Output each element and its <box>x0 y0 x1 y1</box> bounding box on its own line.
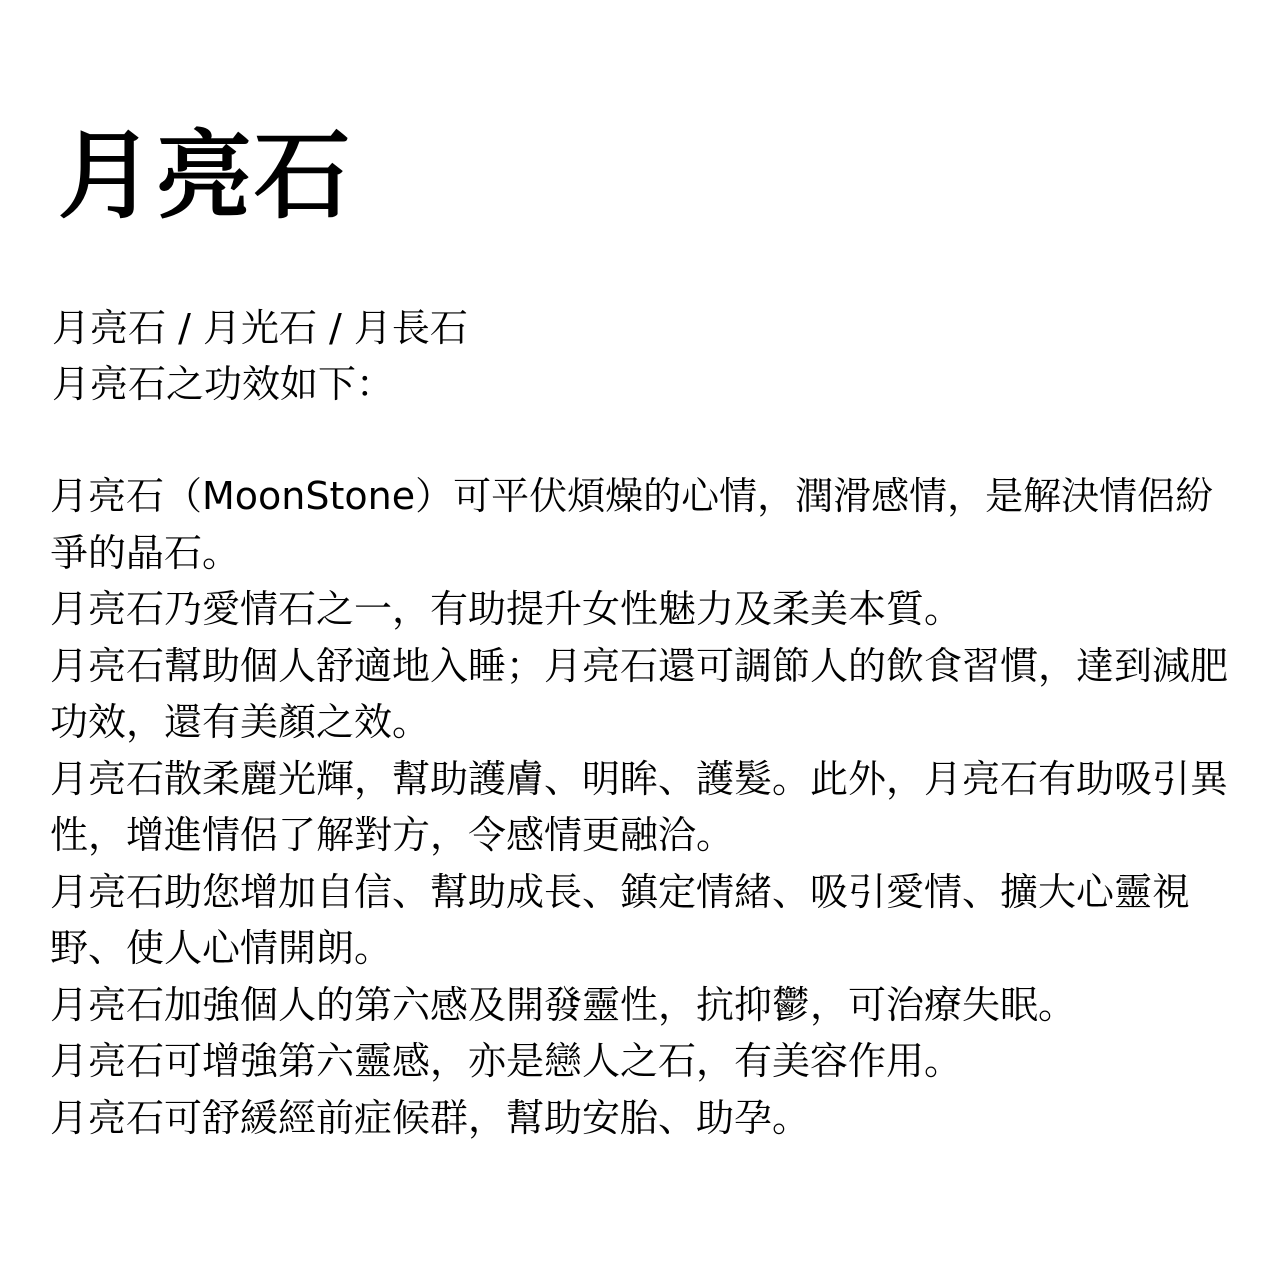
paragraph: 月亮石可增強第六靈感，亦是戀人之石，有美容作用。 <box>50 1039 963 1083</box>
alternate-names-line: 月亮石 / 月光石 / 月長石 <box>52 306 468 350</box>
page-title: 月亮石 <box>58 120 352 232</box>
effects-heading: 月亮石之功效如下： <box>52 362 395 406</box>
intro-block <box>52 300 468 412</box>
paragraph: 月亮石可舒緩經前症候群，幫助安胎、助孕。 <box>50 1095 811 1140</box>
paragraph: 月亮石散柔麗光輝，幫助護膚、明眸、護髮。此外，月亮石有助吸引異性，增進情侶了解對方，令感情更融洽。 <box>50 756 1229 857</box>
paragraph: 月亮石乃愛情石之一，有助提升女性魅力及柔美本質。 <box>50 587 963 631</box>
paragraph: 月亮石助您增加自信、幫助成長、鎮定情緒、吸引愛情、擴大心靈視野、使人心情開朗。 <box>50 869 1191 970</box>
paragraph: 月亮石加強個人的第六感及開發靈性，抗抑鬱，可治療失眠。 <box>50 982 1077 1027</box>
effects-list <box>50 468 1232 1146</box>
paragraph: 月亮石（MoonStone）可平伏煩燥的心情，潤滑感情，是解決情侶紛爭的晶石。 <box>50 474 1214 575</box>
paragraph: 月亮石幫助個人舒適地入睡；月亮石還可調節人的飲食習慣，達到減肥功效，還有美顏之效。 <box>50 643 1229 744</box>
